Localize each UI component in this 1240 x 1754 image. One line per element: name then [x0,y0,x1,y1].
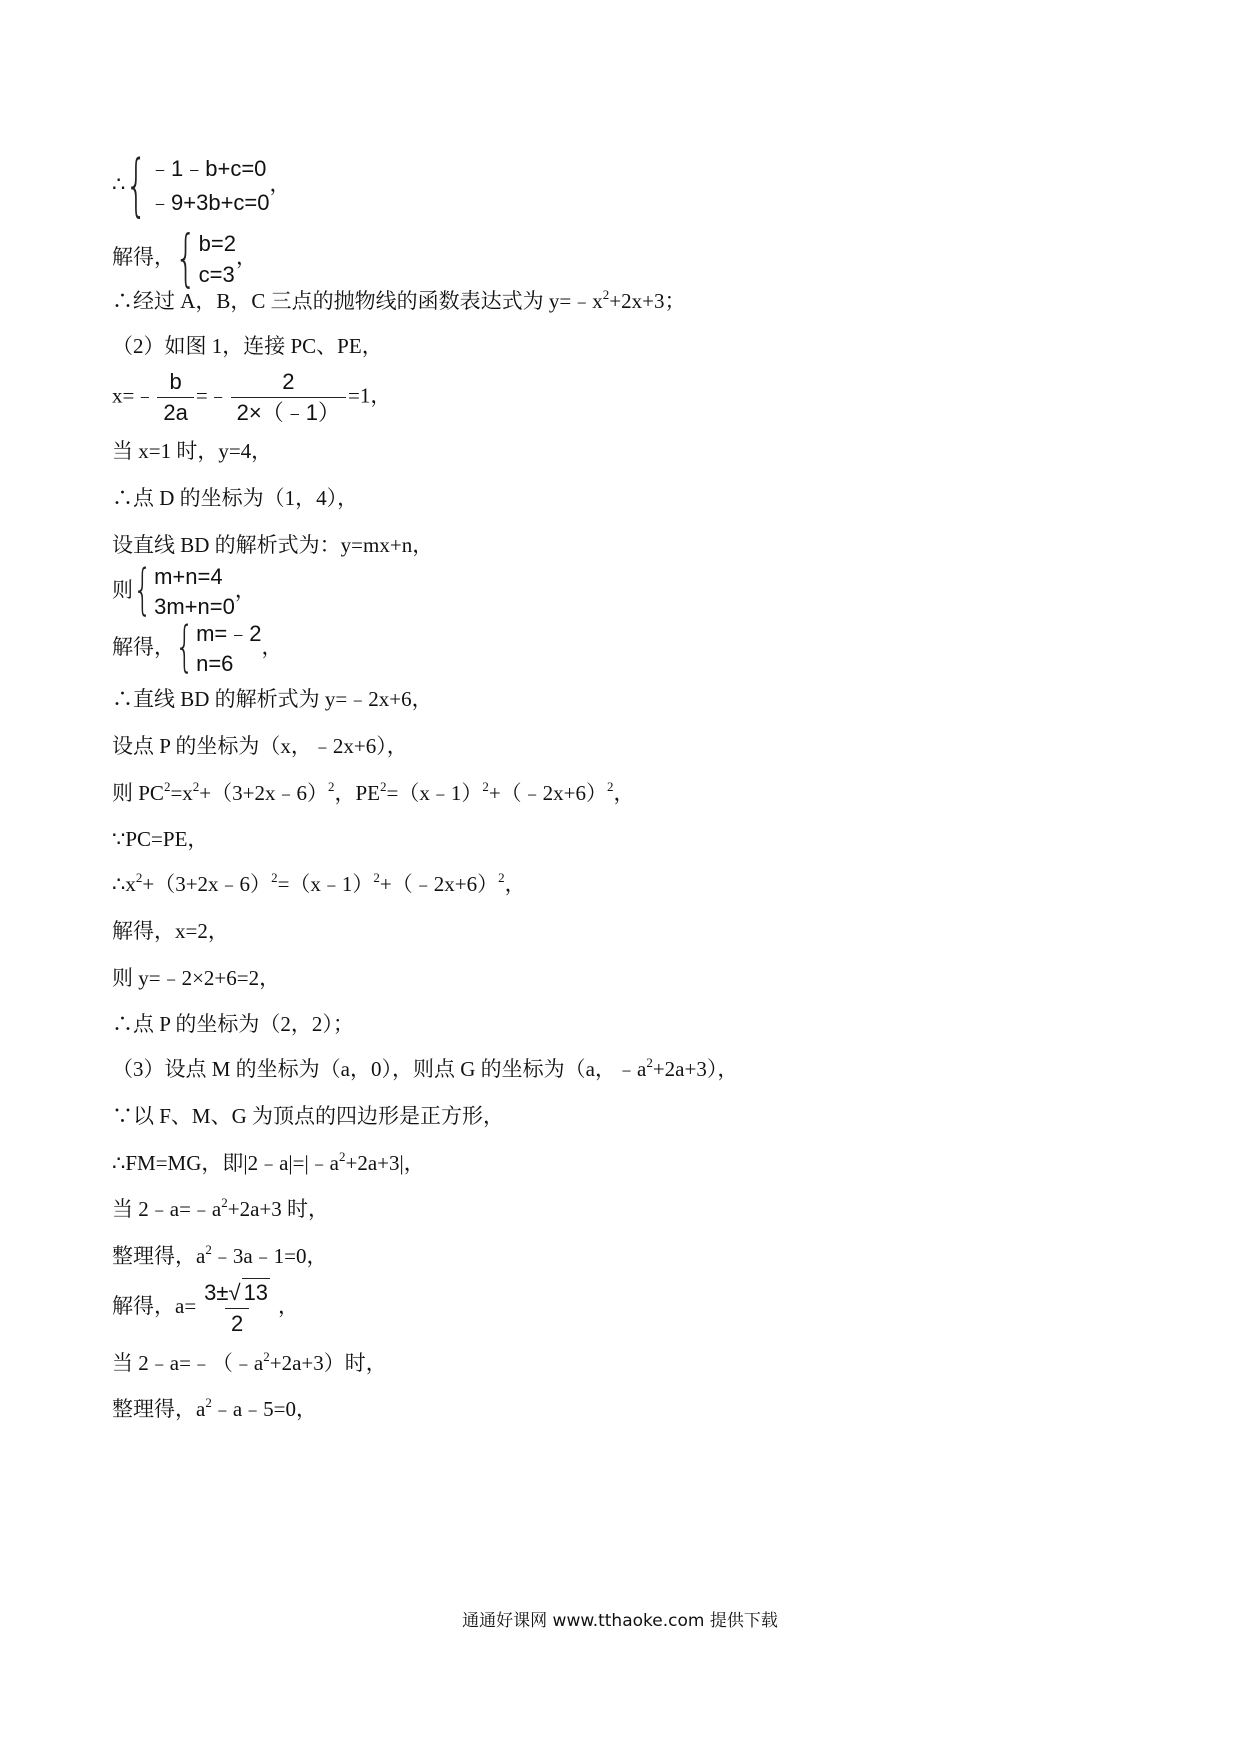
text-line: ∴FM=MG，即$|2﹣a|=|﹣a^2+2a+3|$， [112,1149,425,1175]
text-line: $\therefore x^2+(3+2x﹣6)^2=(x﹣1)^2+(﹣2x+6)^2$， [112,870,526,896]
fraction-line: x=﹣ $\frac{b}{2a}$ =﹣ $\frac{2}{2\times(﹣1)}$ =1， [112,369,392,425]
system-row: ﹣9+3b+c=0 [149,190,270,215]
text-line: ∴点 D 的坐标为（1，4）， [112,486,359,510]
text-line: 当 $2﹣a=﹣a^2+2a+3$ 时， [112,1195,330,1221]
solution-system-1: 解得， { b=2 c=3 ， [112,223,257,295]
system-row: m=﹣2 [196,621,262,646]
text-line: （2）如图 1，连接 PC、PE， [112,334,383,358]
brace-system [133,559,235,623]
system-row: m+n=4 [154,564,223,589]
equation-system-1: ∴ { ﹣1﹣b+c=0 ﹣9+3b+c=0 ， [112,146,291,226]
brace-system [175,223,236,295]
system-row: b=2 [198,231,236,256]
radical-sign-icon: √ [228,1280,241,1305]
text-line: ∴直线 BD 的解析式为 y=﹣2x+6， [112,687,433,711]
fraction: 3± √ 13 2 [204,1280,269,1336]
text-line: ∴经过 A，B，C 三点的抛物线的函数表达式为 $y=﹣x^2+2x+3$； [112,287,686,313]
text-line: ∴点 P 的坐标为（2，2）； [112,1012,354,1036]
text-line: 则 y=﹣2×2+6=2， [112,966,281,990]
text-line: 整理得，$a^2﹣a﹣5=0$， [112,1395,317,1421]
left-brace-icon: { [125,146,148,226]
text-line: 设点 P 的坐标为（x，﹣2x+6）， [112,734,408,758]
text-line: 解得，x=2， [112,919,229,943]
fraction: $\frac{2}{2\times(﹣1)}$ [231,368,346,427]
text-line: 当 x=1 时，y=4， [112,439,273,463]
left-brace-icon: { [175,616,195,680]
left-brace-icon: { [133,559,153,623]
equation-system-2: 则 { m+n=4 3m+n=0 ， [112,559,256,623]
text-line: 则 $PC^2=x^2+(3+2x﹣6)^2$，$PE^2=(x﹣1)^2+(﹣2x+6)^2$， [112,779,635,805]
left-brace-icon: { [175,223,197,295]
system-row: 3m+n=0 [154,594,235,619]
square-root: √ 13 [228,1280,269,1305]
brace-system [125,146,270,226]
solution-system-2: 解得， { m=﹣2 n=6 ， [112,616,283,680]
fraction: $\frac{b}{2a}$ [157,368,193,427]
footer-source: 通通好课网 www.tthaoke.com 提供下载 [462,1611,778,1631]
therefore-symbol: ∴ [112,171,126,196]
text-line: ∵以 F、M、G 为顶点的四边形是正方形， [112,1104,505,1128]
text-line: （3）设点 M 的坐标为（a，0），则点 G 的坐标为（a，$﹣a^2+2a+3$）， [112,1055,739,1081]
system-row: ﹣1﹣b+c=0 [149,156,267,181]
text-line: ∵PC=PE， [112,827,209,851]
text-line: 当 $2﹣a=﹣(﹣a^2+2a+3)$时， [112,1349,387,1375]
fraction-line: 解得，a= 3± √ 13 2 ， [112,1280,300,1336]
system-row: n=6 [196,651,234,676]
system-row: c=3 [198,262,235,287]
text-line: 设直线 BD 的解析式为：y=mx+n， [112,533,434,557]
text-line: 整理得，$a^2﹣3a﹣1=0$， [112,1242,328,1268]
